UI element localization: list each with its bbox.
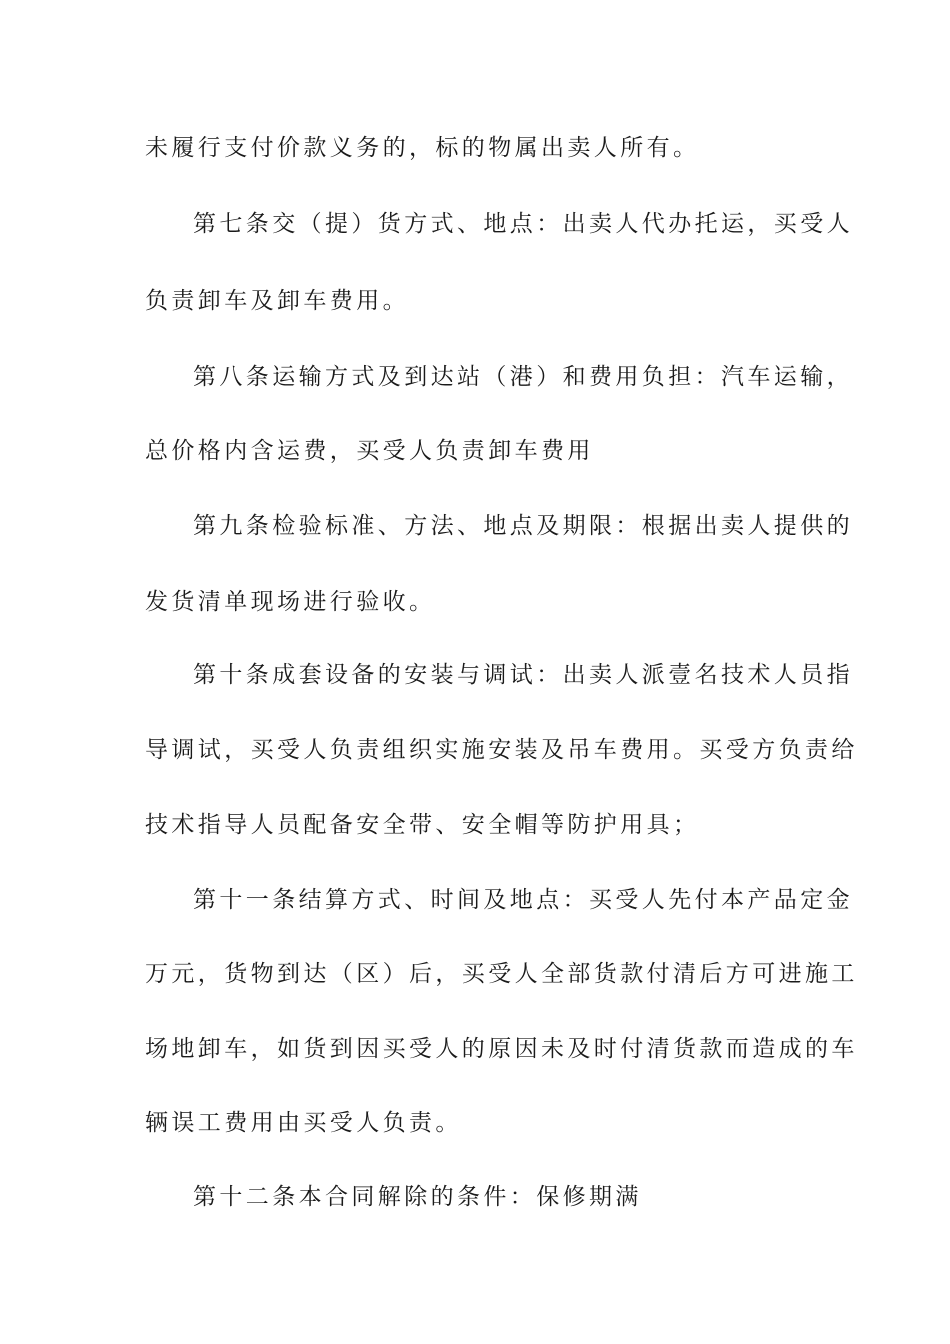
paragraph-line: 第十二条本合同解除的条件：保修期满 [193, 1184, 642, 1210]
paragraph-line: 第七条交（提）货方式、地点：出卖人代办托运，买受人 [193, 211, 853, 237]
paragraph-line: 负责卸车及卸车费用。 [145, 288, 409, 314]
paragraph-line: 场地卸车，如货到因买受人的原因未及时付清货款而造成的车 [145, 1036, 858, 1062]
paragraph-line: 发货清单现场进行验收。 [145, 589, 436, 615]
paragraph-line: 未履行支付价款义务的，标的物属出卖人所有。 [145, 135, 700, 161]
paragraph-line: 第十条成套设备的安装与调试：出卖人派壹名技术人员指 [193, 662, 853, 688]
paragraph-line: 总价格内含运费，买受人负责卸车费用 [145, 438, 594, 464]
paragraph-line: 导调试，买受人负责组织实施安装及吊车费用。买受方负责给 [145, 737, 858, 763]
paragraph-line: 技术指导人员配备安全带、安全帽等防护用具； [145, 812, 700, 838]
paragraph-line: 第九条检验标准、方法、地点及期限：根据出卖人提供的 [193, 513, 853, 539]
paragraph-line: 万元，货物到达（区）后，买受人全部货款付清后方可进施工 [145, 961, 858, 987]
paragraph-line: 第八条运输方式及到达站（港）和费用负担：汽车运输， [193, 364, 853, 390]
paragraph-line: 辆误工费用由买受人负责。 [145, 1110, 462, 1136]
paragraph-line: 第十一条结算方式、时间及地点：买受人先付本产品定金 [193, 887, 853, 913]
